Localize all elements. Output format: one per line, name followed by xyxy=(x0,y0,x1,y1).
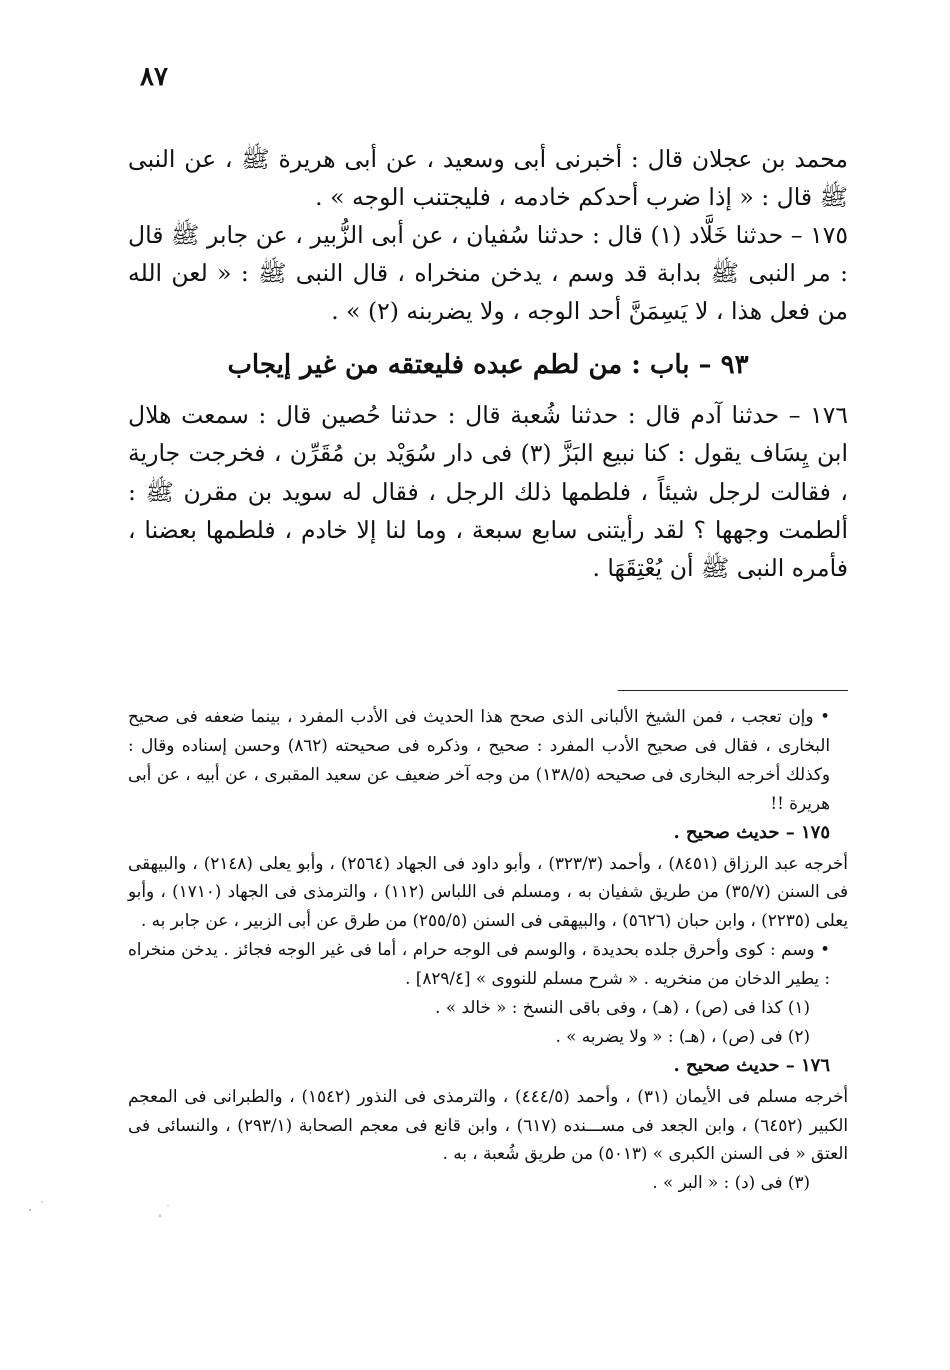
hadith-175: ١٧٥ – حدثنا خَلَّاد (١) قال : حدثنا سُفيان ، عن أبى الزُّبير ، عن جابر ﷺ قال : مر النبى ﷺ بدابة قد وسم ، يدخن منخراه ، قال النبى ﷺ : « لعن الله من فعل هذا ، لا يَسِمَنَّ أحد الوجه ، ولا يضربنه (٢) » . xyxy=(128,221,848,326)
takhrij-175: أخرجه عبد الرزاق (٨٤٥١) ، وأحمد (٣٢٣/٣) ، وأبو داود فى الجهاد (٢٥٦٤) ، وأبو يعلى (٢١٤٨) ، والبيهقى فى السنن (٣٥/٧) من طريق شفيان به ، ومسلم فى اللباس (١١٢) ، والترمذى فى الجهاد (١٧١٠) ، وأبو يعلى (٢٢٣٥) ، وابن حبان (٥٦٢٦) ، والبيهقى فى السنن (٢٥٥/٥) من طرق عن أبى الزبير ، عن جابر به . xyxy=(128,852,848,931)
footnote-note: • وسم : كوى وأحرق جلده بحديدة ، والوسم فى الوجه حرام ، أما فى غير الوجه فجائز . يدخن منخراه : يطير الدخان من منخريه . « شرح مسلم للنووى » [٨٢٩/٤] . xyxy=(128,939,830,989)
takhrij-176: أخرجه مسلم فى الأيمان (٣١) ، وأحمد (٤٤٤/٥) ، والترمذى فى النذور (١٥٤٢) ، والطبرانى فى المعجم الكبير (٦٤٥٢) ، وابن الجعد فى مســـنده (٦١٧) ، وابن قانع فى معجم الصحابة (٢٩٣/١) ، والنسائى فى العتق « فى السنن الكبرى » (٥٠١٣) من طريق شُعبة ، به . xyxy=(128,1085,849,1164)
grade-176: ١٧٦ – حديث صحيح . xyxy=(673,1054,830,1076)
footnote-1: (١) كذا فى (ص) ، (هـ) ، وفى باقى النسخ : « خالد » . xyxy=(435,996,810,1017)
scan-specks xyxy=(0,1180,200,1240)
footnotes xyxy=(128,702,848,1197)
footnote-note: • وإن تعجب ، فمن الشيخ الألبانى الذى صحح هذا الحديث فى الأدب المفرد ، بينما ضعفه فى صحيح البخارى ، فقال فى صحيح الأدب المفرد : صحيح ، وذكره فى صحيحته (٨٦٢) وحسن إسناده وقال : وكذلك أخرجه البخارى فى صحيحه (١٣٨/٥) من وجه آخر ضعيف عن سعيد المقبرى ، عن أبيه ، عن أبى هريرة !! xyxy=(128,706,830,813)
main-paragraph: محمد بن عجلان قال : أخبرنى أبى وسعيد ، عن أبى هريرة ﷺ ، عن النبى ﷺ قال : « إذا ضرب أحدكم خادمه ، فليجتنب الوجه » . xyxy=(128,145,848,212)
grade-175: ١٧٥ – حديث صحيح . xyxy=(673,821,830,843)
footnote-3: (٣) فى (د) : « البر » . xyxy=(652,1172,810,1193)
chapter-title: ٩٣ – باب : من لطم عبده فليعتقه من غير إيجاب xyxy=(227,350,749,381)
page-number: ٨٧ xyxy=(140,62,168,92)
footnote-2: (٢) فى (ص) ، (هـ) : « ولا يضربه » . xyxy=(555,1025,810,1046)
footnote-divider xyxy=(618,690,848,691)
main-text xyxy=(128,140,848,587)
hadith-176: ١٧٦ – حدثنا آدم قال : حدثنا شُعبة قال : حدثنا حُصين قال : سمعت هلال ابن يِسَاف يقول : كنا نبيع البَزَّ (٣) فى دار سُوَيْد بن مُقَرِّن ، فخرجت جارية ، فقالت لرجل شيئاً ، فلطمها ذلك الرجل ، فقال له سويد بن مقرن ﷺ : ألطمت وجهها ؟ لقد رأيتنى سابع سبعة ، وما لنا إلا خادم ، فلطمها بعضنا ، فأمره النبى ﷺ أن يُعْتِقَهَا . xyxy=(128,401,848,582)
